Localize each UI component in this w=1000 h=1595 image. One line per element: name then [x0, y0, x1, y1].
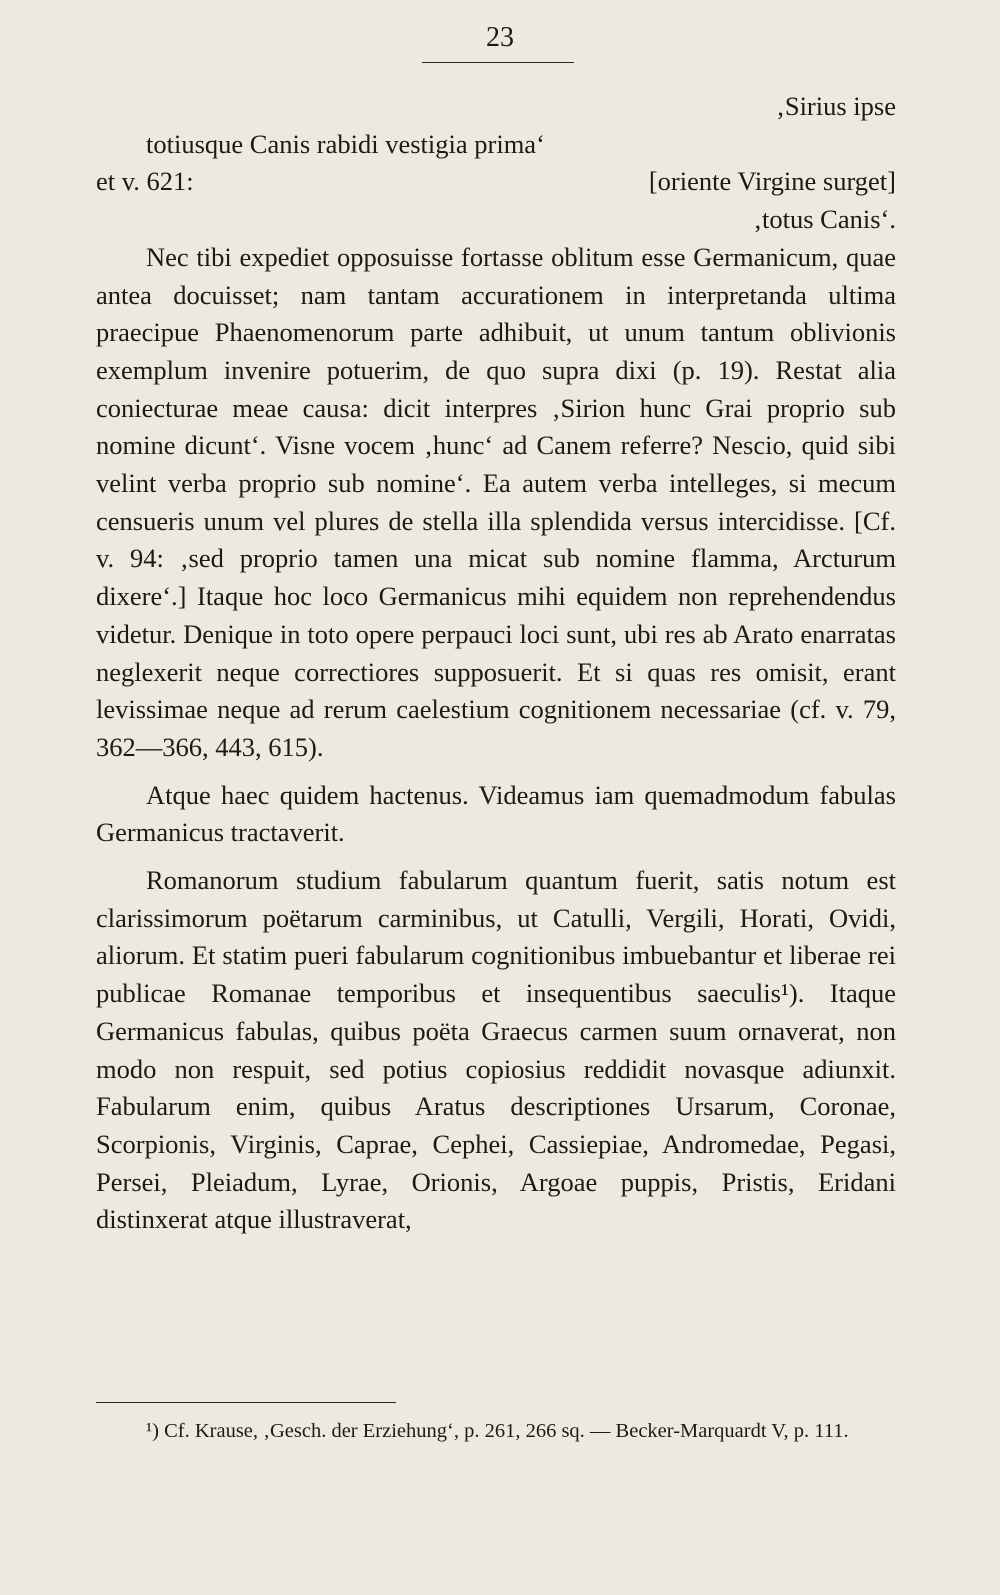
page-number: 23: [486, 22, 514, 53]
footnote-rule: [96, 1402, 396, 1403]
quote-line-3: [96, 163, 896, 201]
paragraph-2: Atque haec quidem hactenus. Videamus iam quemadmodum fabulas Germanicus tractaverit.: [96, 779, 896, 848]
footnote: ¹) Cf. Krause, ‚Gesch. der Erziehung‘, p. 261, 266 sq. — Becker-Marquardt V, p. 111.: [146, 1420, 849, 1442]
quote-line-2: totiusque Canis rabidi vestigia prima‘: [146, 128, 545, 159]
main-text: [96, 88, 896, 1239]
quote-line-3-right: [oriente Virgine surget]: [648, 166, 896, 197]
quote-line-4: ‚totus Canis‘.: [753, 204, 896, 235]
paragraph-3: Romanorum studium fabularum quantum fuerit, satis notum est clarissimorum poëtarum carminibus, ut Catulli, Vergili, Horati, Ovidi, aliorum. Et statim pueri fabularum cognitionibus imbuebantur et liberae rei publicae Romanae temporibus et insequentibus saeculis¹). Itaque Germanicus fabulas, quibus poëta Graecus carmen suum ornaverat, non modo non respuit, sed potius copiosius reddidit novasque adiunxit. Fabularum enim, quibus Aratus descriptiones Ursarum, Coronae, Scorpionis, Virginis, Caprae, Cephei, Cassiepiae, Andromedae, Pegasi, Persei, Pleiadum, Lyrae, Orionis, Argoae puppis, Pristis, Eridani distinxerat atque illustraverat,: [96, 865, 896, 1235]
footnote-section: [96, 1414, 896, 1448]
quote-line-1: ‚Sirius ipse: [776, 91, 896, 121]
header-rule: [422, 62, 574, 63]
quote-line-3-left: et v. 621:: [96, 166, 194, 197]
paragraph-1: Nec tibi expediet opposuisse fortasse oblitum esse Germanicum, quae antea docuisset; nam tantam accurationem in interpretanda ultima praecipue Phaenomenorum parte adhibuit, ut unum tantum oblivionis exemplum invenire potuerim, de quo supra dixi (p. 19). Restat alia coniecturae meae causa: dicit interpres ‚Sirion hunc Grai proprio sub nomine dicunt‘. Visne vocem ‚hunc‘ ad Canem referre? Nescio, quid sibi velint verba proprio sub nomine‘. Ea autem verba intelleges, si mecum censueris unum vel plures de stella illa splendida versus intercidisse. [Cf. v. 94: ‚sed proprio tamen una micat sub nomine flamma, Arcturum dixere‘.] Itaque hoc loco Germanicus mihi equidem non reprehendendus videtur. Denique in toto opere perpauci loci sunt, ubi res ab Arato enarratas neglexerit neque correctiores supposuerit. Et si quas res omisit, erant levissimae neque ad rerum caelestium cognitionem necessariae (cf. v. 79, 362—366, 443, 615).: [96, 241, 896, 762]
